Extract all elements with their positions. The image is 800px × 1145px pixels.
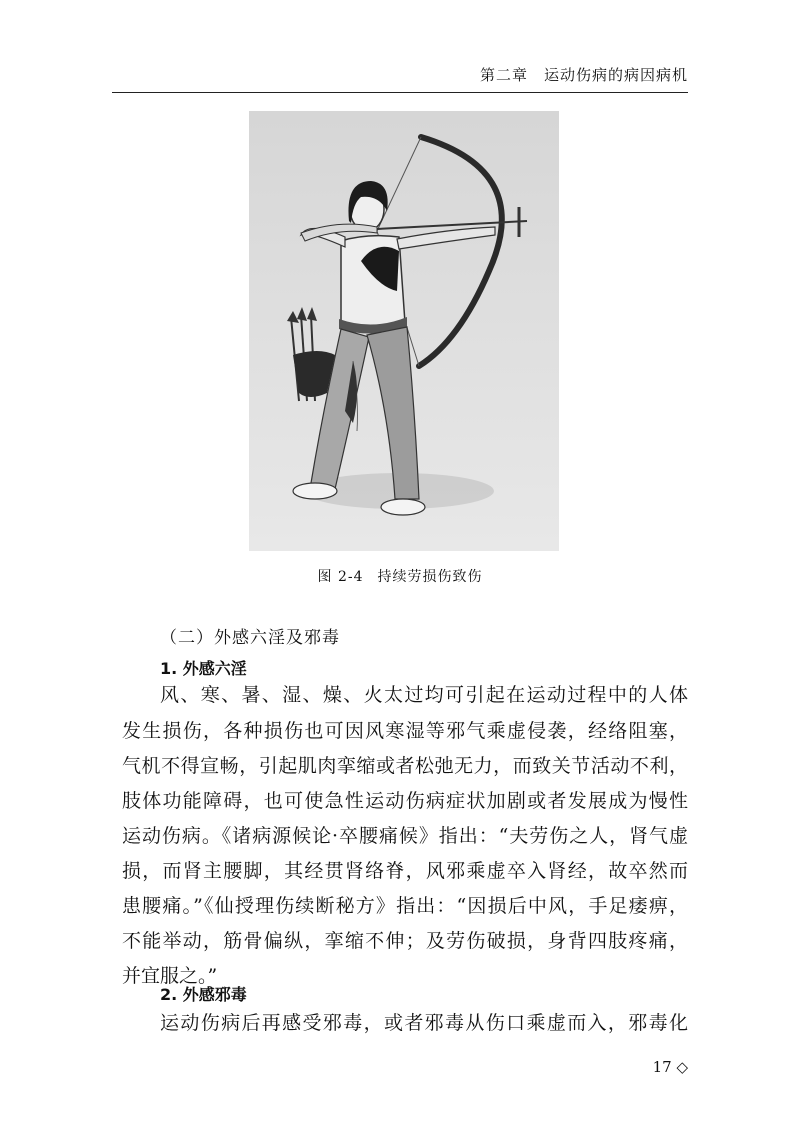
body-line: 运动伤病。《诸病源候论·卒腰痛候》指出：“夫劳伤之人，肾气虚 [122,825,688,847]
section-title: （二）外感六淫及邪毒 [160,628,340,648]
body-line: 并宜服之。” [122,965,218,987]
header-rule [112,92,688,93]
body-line: 患腰痛。”《仙授理伤续断秘方》指出：“因损后中风，手足痿痹， [122,895,688,917]
subsection-title-2: 2. 外感邪毒 [160,985,247,1004]
page-number: 17 ◇ [652,1058,688,1076]
subsection-title-1: 1. 外感六淫 [160,659,247,678]
running-head: 第二章 运动伤病的病因病机 [479,66,688,84]
figure-caption [0,566,800,586]
body-line: 损，而肾主腰脚，其经贯肾络脊，风邪乘虚卒入肾经，故卒然而 [122,860,688,882]
body-line: 不能举动，筋骨偏纵，挛缩不伸；及劳伤破损，身背四肢疼痛， [122,930,688,952]
figure-number: 图 2-4 [317,569,364,585]
body-line: 风、寒、暑、湿、燥、火太过均可引起在运动过程中的人体 [160,684,688,706]
body-line: 气机不得宣畅，引起肌肉挛缩或者松弛无力，而致关节活动不利， [122,755,688,777]
figure-caption-text: 持续劳损伤致伤 [377,569,483,585]
body-line: 肢体功能障碍，也可使急性运动伤病症状加剧或者发展成为慢性 [122,790,688,812]
archer-illustration [249,111,559,551]
body-line: 发生损伤，各种损伤也可因风寒湿等邪气乘虚侵袭，经络阻塞， [122,720,688,742]
body-line: 运动伤病后再感受邪毒，或者邪毒从伤口乘虚而入，邪毒化 [160,1012,688,1034]
